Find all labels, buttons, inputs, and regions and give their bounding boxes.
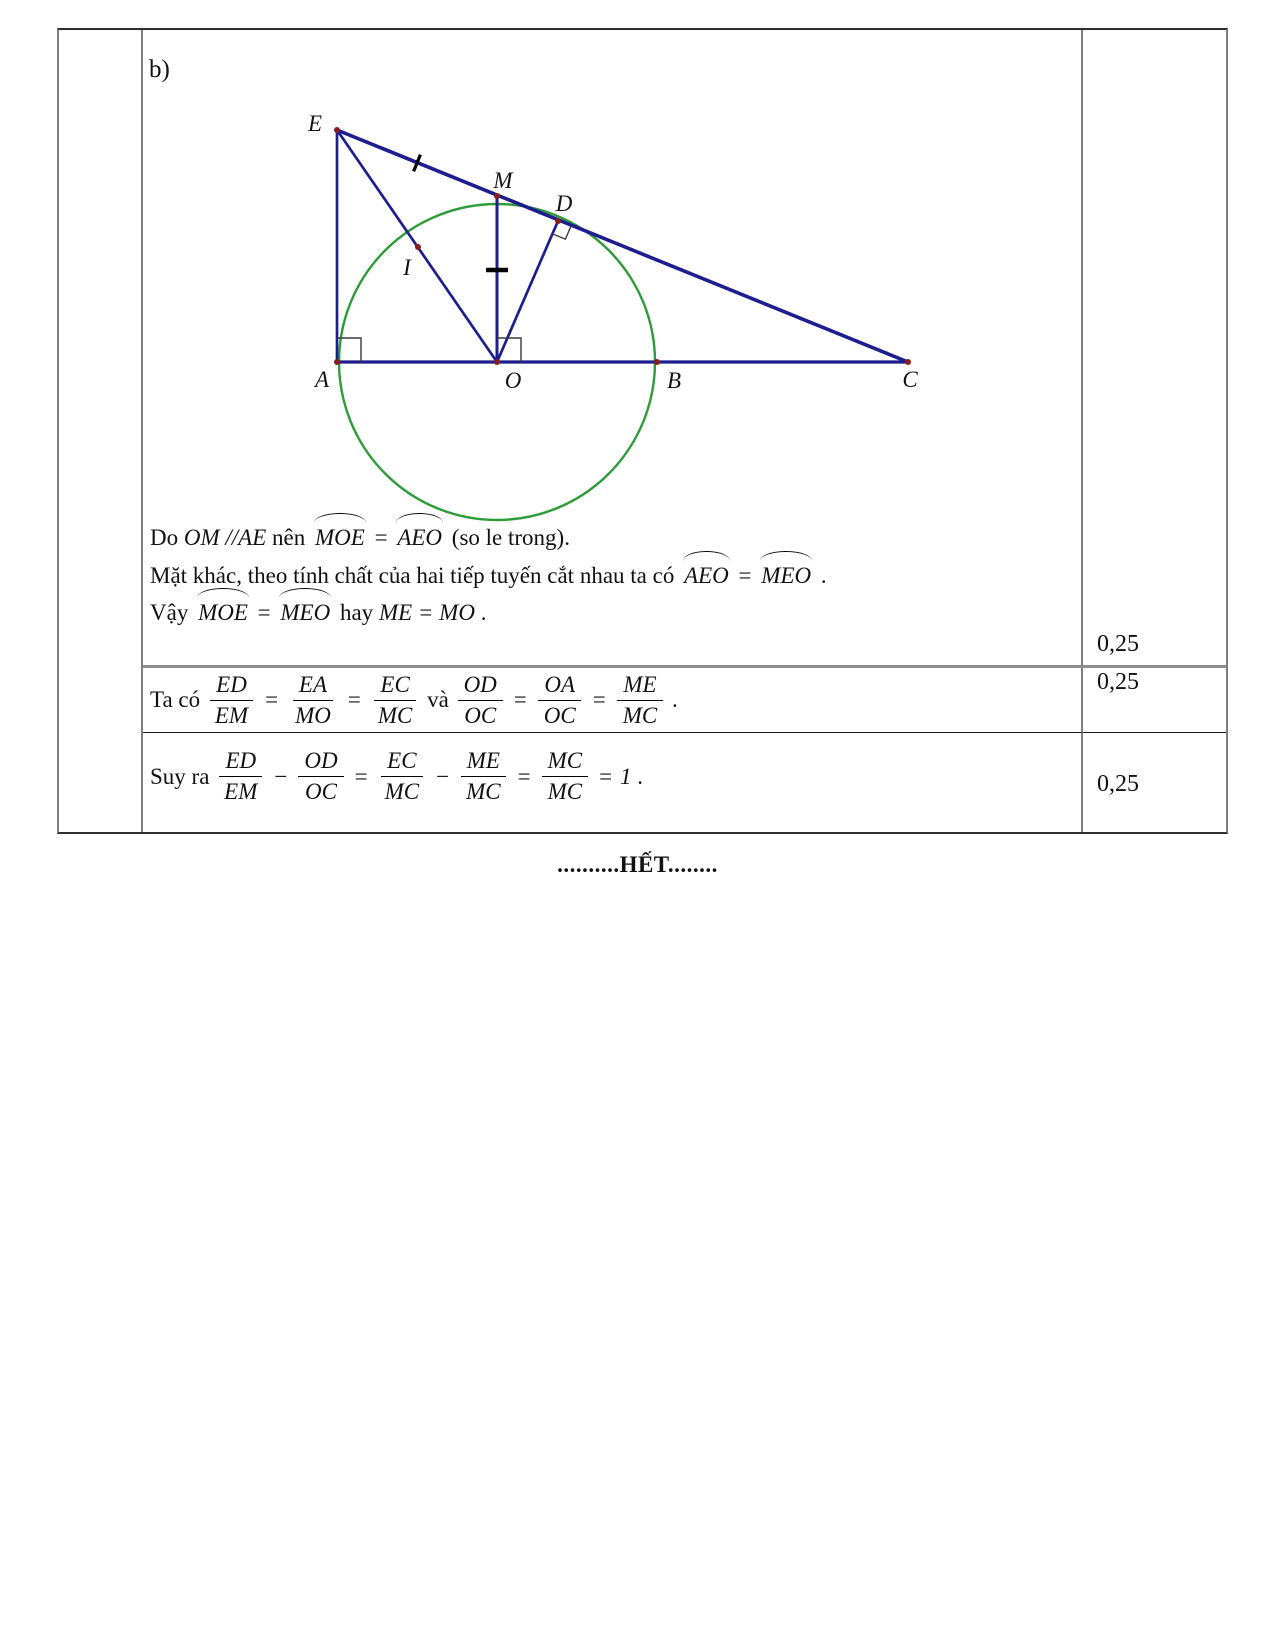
text-segment: . <box>815 562 827 588</box>
text-segment: . <box>474 600 487 625</box>
score-value: 0,25 <box>1097 771 1139 797</box>
solution-line-2 <box>150 557 827 595</box>
fraction: $\frac{ME}{MC}$ <box>460 748 507 805</box>
right-angle-at-O <box>497 338 521 362</box>
solution-line-1 <box>150 519 827 557</box>
text-segment: và <box>421 687 455 712</box>
answer-table <box>57 28 1228 834</box>
right-angle-marks <box>337 226 571 362</box>
fraction: $\frac{OD}{OC}$ <box>458 672 503 729</box>
fraction: $\frac{EC}{MC}$ <box>372 672 419 729</box>
operator: = <box>513 687 527 712</box>
angle-term: MOE <box>315 519 365 557</box>
point-E <box>334 127 340 133</box>
part-label: b) <box>149 56 170 83</box>
segment-OD <box>497 221 558 362</box>
point-M <box>494 193 500 199</box>
label-O: O <box>504 368 522 393</box>
text-segment: ME = MO <box>378 600 475 625</box>
label-M: M <box>493 168 513 193</box>
figure-lines <box>337 130 908 362</box>
label-B: B <box>666 368 682 393</box>
text-segment: . <box>631 763 644 789</box>
text-segment: OM //AE <box>183 525 267 550</box>
operator: − <box>436 763 450 789</box>
text-segment: 1 <box>620 763 632 789</box>
solution-cell-part-b <box>143 30 1083 668</box>
text-segment: Do <box>150 525 184 550</box>
score-cell-1 <box>1083 30 1226 668</box>
operator: = <box>517 763 531 789</box>
table-cell-left <box>59 30 143 832</box>
footer-end-text: ..........HẾT........ <box>557 852 718 877</box>
operator: = <box>265 687 279 712</box>
label-I: I <box>403 255 411 280</box>
text-segment: (so le trong). <box>446 525 570 550</box>
fraction: $\frac{EA}{MO}$ <box>289 672 337 729</box>
score-cell-2 <box>1083 668 1226 733</box>
solution-text <box>150 519 827 632</box>
point-C <box>905 359 911 365</box>
text-segment: Vậy <box>150 600 195 625</box>
fraction: $\frac{ED}{EM}$ <box>209 672 254 729</box>
fraction: $\frac{MC}{MC}$ <box>542 748 589 805</box>
operator: = <box>347 687 361 712</box>
segment-EC <box>337 130 908 362</box>
fraction: $\frac{OD}{OC}$ <box>298 748 343 805</box>
text-segment: = <box>368 525 394 550</box>
label-E: E <box>307 111 323 136</box>
angle-term: AEO <box>684 557 729 595</box>
fraction: $\frac{ED}{EM}$ <box>218 748 263 805</box>
text-segment: Suy ra <box>150 763 216 789</box>
text-segment: nên <box>266 525 311 550</box>
point-O <box>494 359 500 365</box>
angle-term: MEO <box>280 594 330 632</box>
score-value: 0,25 <box>1097 669 1139 695</box>
label-A: A <box>314 367 330 392</box>
point-I <box>415 244 421 250</box>
fraction: $\frac{ME}{MC}$ <box>617 672 664 729</box>
point-D <box>555 218 561 224</box>
text-segment: = <box>251 600 277 625</box>
operator: − <box>274 763 288 789</box>
solution-cell-conclusion <box>143 733 1083 832</box>
text-segment: = <box>732 562 758 588</box>
point-B <box>654 359 660 365</box>
label-D: D <box>555 191 573 216</box>
point-A <box>334 359 340 365</box>
operator: = <box>592 687 606 712</box>
text-segment: Mặt khác, theo tính chất của hai tiếp tuyến cắt nhau ta có <box>150 562 681 588</box>
angle-term: MOE <box>198 594 248 632</box>
text-segment: . <box>666 687 678 712</box>
score-value: 0,25 <box>1097 631 1139 657</box>
label-C: C <box>902 367 918 392</box>
angle-term: AEO <box>397 519 442 557</box>
operator: = <box>354 763 368 789</box>
angle-term: MEO <box>761 557 811 595</box>
geometry-figure <box>290 98 930 530</box>
text-segment: hay <box>334 600 379 625</box>
text-segment: Ta có <box>150 687 206 712</box>
fraction: $\frac{OA}{OC}$ <box>538 672 582 729</box>
fraction: $\frac{EC}{MC}$ <box>379 748 426 805</box>
solution-line-3 <box>150 594 827 632</box>
operator: = <box>599 763 613 789</box>
score-cell-3 <box>1083 733 1226 832</box>
solution-cell-ratios <box>143 668 1083 733</box>
